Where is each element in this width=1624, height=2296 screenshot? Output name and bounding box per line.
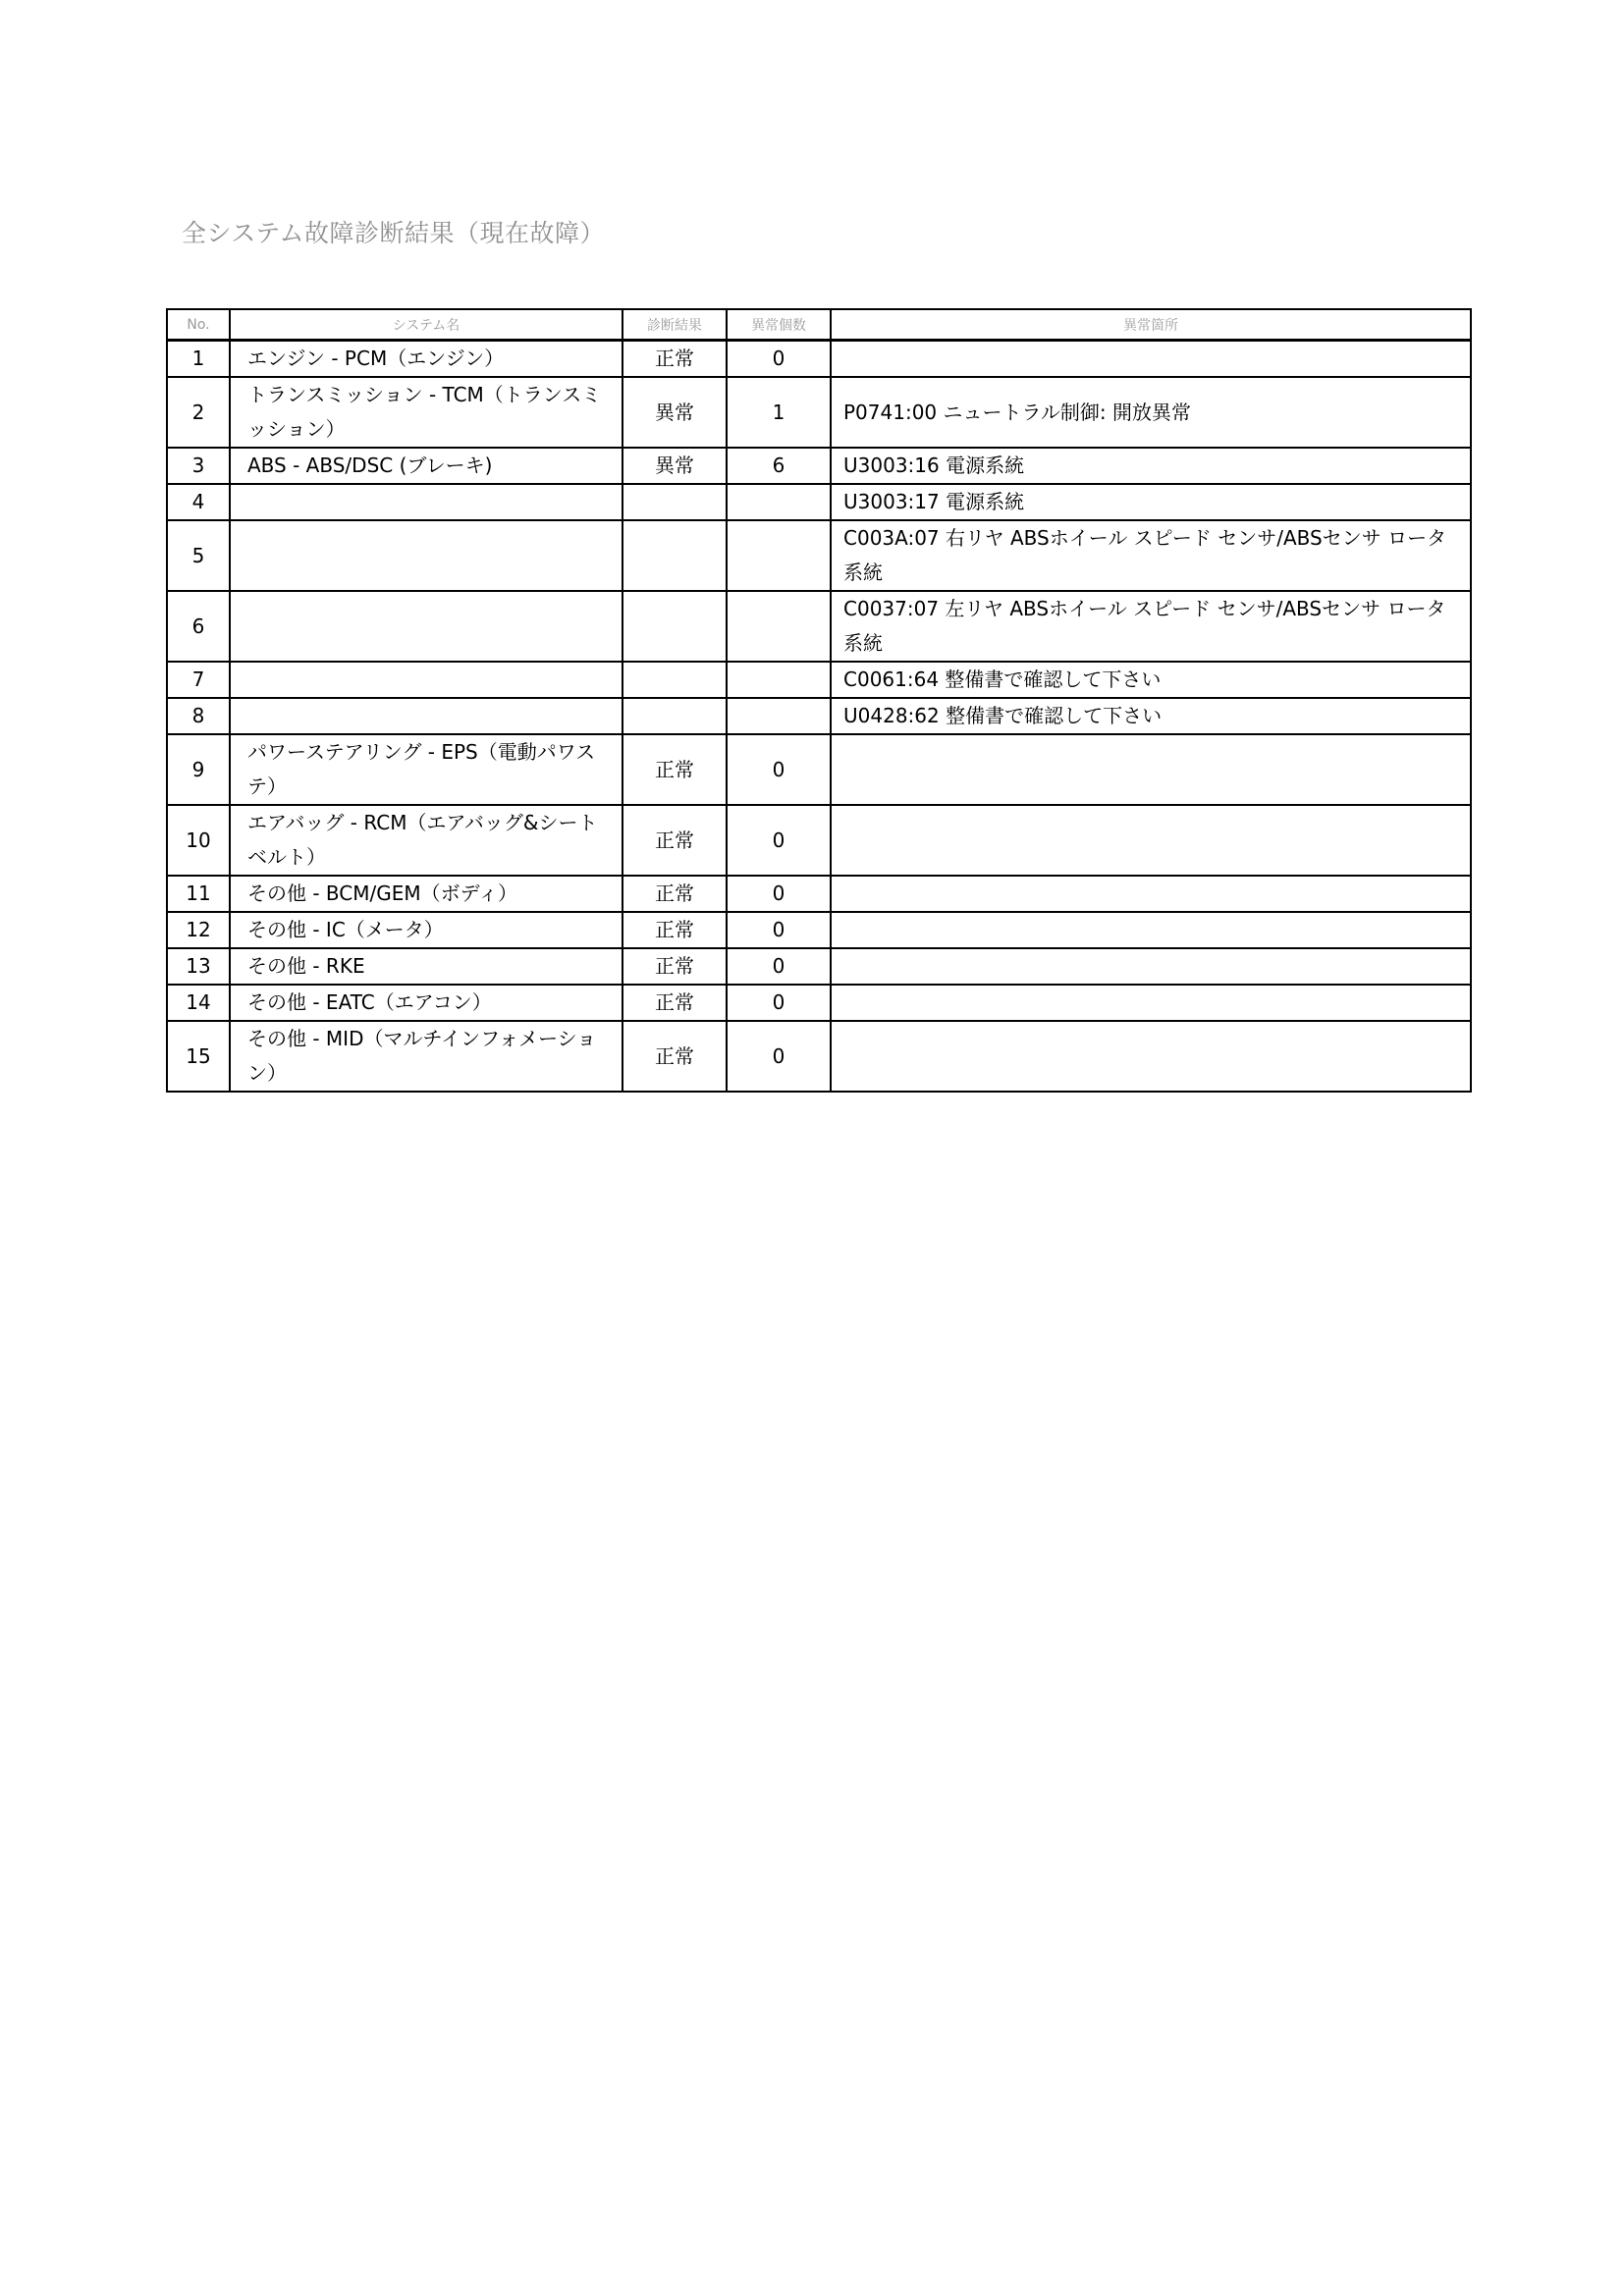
error-location-cell (831, 876, 1471, 912)
diagnosis-result-cell: 正常 (623, 1021, 727, 1092)
table-row (167, 448, 1471, 484)
row-number: 11 (167, 876, 230, 912)
error-location-cell: U3003:16 電源系統 (831, 448, 1471, 484)
row-number: 14 (167, 985, 230, 1021)
system-name-cell (230, 662, 623, 698)
table-row (167, 1021, 1471, 1092)
table-row (167, 734, 1471, 805)
error-location-cell (831, 985, 1471, 1021)
header-no: No. (167, 309, 230, 341)
diagnosis-result-cell: 正常 (623, 912, 727, 948)
table-row (167, 876, 1471, 912)
page-title: 全システム故障診断結果（現在故障） (182, 219, 606, 247)
row-number: 5 (167, 520, 230, 591)
row-number: 12 (167, 912, 230, 948)
error-count-cell: 0 (727, 341, 831, 378)
row-number: 1 (167, 341, 230, 378)
error-location-cell (831, 1021, 1471, 1092)
error-count-cell: 0 (727, 876, 831, 912)
system-name-cell: パワーステアリング - EPS（電動パワステ） (230, 734, 623, 805)
system-name-cell: その他 - EATC（エアコン） (230, 985, 623, 1021)
table-row (167, 520, 1471, 591)
error-count-cell (727, 484, 831, 520)
system-name-cell: その他 - RKE (230, 948, 623, 985)
table-row (167, 805, 1471, 876)
error-location-cell (831, 734, 1471, 805)
error-count-cell: 0 (727, 734, 831, 805)
table-row (167, 948, 1471, 985)
system-name-cell: ABS - ABS/DSC (ブレーキ) (230, 448, 623, 484)
table-body (167, 341, 1471, 1093)
table-row (167, 377, 1471, 448)
table-row (167, 484, 1471, 520)
row-number: 2 (167, 377, 230, 448)
row-number: 4 (167, 484, 230, 520)
error-location-cell (831, 948, 1471, 985)
error-location-cell: C0037:07 左リヤ ABSホイール スピード センサ/ABSセンサ ロータ系統 (831, 591, 1471, 662)
system-name-cell: エアバッグ - RCM（エアバッグ&シートベルト） (230, 805, 623, 876)
row-number: 6 (167, 591, 230, 662)
diagnosis-result-cell (623, 698, 727, 734)
row-number: 3 (167, 448, 230, 484)
error-location-cell (831, 341, 1471, 378)
system-name-cell: エンジン - PCM（エンジン） (230, 341, 623, 378)
error-count-cell: 6 (727, 448, 831, 484)
diagnosis-result-cell: 正常 (623, 341, 727, 378)
diagnosis-results-table (166, 308, 1472, 1093)
diagnosis-result-cell: 異常 (623, 377, 727, 448)
diagnosis-result-cell (623, 662, 727, 698)
table-row (167, 591, 1471, 662)
error-count-cell (727, 591, 831, 662)
table-row (167, 985, 1471, 1021)
table-row (167, 698, 1471, 734)
error-location-cell: C003A:07 右リヤ ABSホイール スピード センサ/ABSセンサ ロータ系統 (831, 520, 1471, 591)
row-number: 10 (167, 805, 230, 876)
diagnosis-result-cell: 正常 (623, 734, 727, 805)
table-row (167, 662, 1471, 698)
diagnosis-result-cell: 正常 (623, 985, 727, 1021)
error-count-cell: 0 (727, 985, 831, 1021)
error-count-cell (727, 698, 831, 734)
diagnosis-result-cell (623, 591, 727, 662)
error-count-cell: 1 (727, 377, 831, 448)
system-name-cell (230, 591, 623, 662)
system-name-cell (230, 484, 623, 520)
row-number: 13 (167, 948, 230, 985)
row-number: 8 (167, 698, 230, 734)
row-number: 7 (167, 662, 230, 698)
header-error-location: 異常箇所 (831, 309, 1471, 341)
error-count-cell: 0 (727, 912, 831, 948)
table-row (167, 912, 1471, 948)
system-name-cell: その他 - MID（マルチインフォメーション） (230, 1021, 623, 1092)
error-location-cell: C0061:64 整備書で確認して下さい (831, 662, 1471, 698)
system-name-cell: その他 - BCM/GEM（ボディ） (230, 876, 623, 912)
system-name-cell: その他 - IC（メータ） (230, 912, 623, 948)
table-row (167, 341, 1471, 378)
error-count-cell: 0 (727, 805, 831, 876)
error-location-cell: U3003:17 電源系統 (831, 484, 1471, 520)
system-name-cell (230, 520, 623, 591)
diagnosis-result-cell (623, 484, 727, 520)
error-count-cell (727, 520, 831, 591)
header-system-name: システム名 (230, 309, 623, 341)
error-count-cell: 0 (727, 948, 831, 985)
diagnosis-result-cell: 正常 (623, 948, 727, 985)
error-count-cell: 0 (727, 1021, 831, 1092)
error-location-cell: P0741:00 ニュートラル制御: 開放異常 (831, 377, 1471, 448)
diagnosis-result-cell: 正常 (623, 805, 727, 876)
table-header-row (167, 309, 1471, 341)
error-location-cell (831, 912, 1471, 948)
error-location-cell (831, 805, 1471, 876)
error-location-cell: U0428:62 整備書で確認して下さい (831, 698, 1471, 734)
error-count-cell (727, 662, 831, 698)
header-error-count: 異常個数 (727, 309, 831, 341)
row-number: 15 (167, 1021, 230, 1092)
system-name-cell (230, 698, 623, 734)
diagnosis-result-cell (623, 520, 727, 591)
header-diagnosis-result: 診断結果 (623, 309, 727, 341)
diagnosis-result-cell: 異常 (623, 448, 727, 484)
row-number: 9 (167, 734, 230, 805)
system-name-cell: トランスミッション - TCM（トランスミッション） (230, 377, 623, 448)
diagnosis-result-cell: 正常 (623, 876, 727, 912)
